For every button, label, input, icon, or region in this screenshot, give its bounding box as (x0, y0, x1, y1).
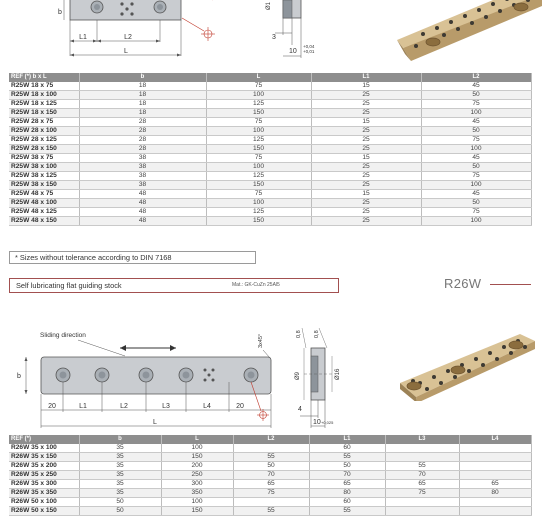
column-header: L1 (311, 73, 421, 82)
table-row (9, 91, 531, 100)
ref-cell: R25W 48 x 125 (9, 208, 79, 217)
ref-cell: R26W 35 x 150 (9, 453, 79, 462)
value-cell: 150 (161, 453, 233, 462)
bottom-technical-drawing (0, 318, 390, 432)
value-cell: 55 (233, 507, 309, 516)
value-cell: 150 (206, 145, 311, 154)
value-cell: 80 (309, 489, 385, 498)
value-cell (459, 507, 531, 516)
value-cell: 25 (311, 136, 421, 145)
value-cell (459, 453, 531, 462)
value-cell: 15 (311, 82, 421, 91)
value-cell: 18 (79, 91, 206, 100)
table-row (9, 100, 531, 109)
value-cell: 45 (421, 154, 531, 163)
column-header: L4 (459, 435, 531, 444)
value-cell: 50 (421, 127, 531, 136)
value-cell: 70 (385, 471, 459, 480)
column-header: L3 (385, 435, 459, 444)
value-cell: 55 (233, 453, 309, 462)
value-cell: 38 (79, 163, 206, 172)
value-cell: 125 (206, 100, 311, 109)
value-cell: 25 (311, 145, 421, 154)
screw-hole-icon (407, 382, 421, 390)
value-cell: 70 (233, 471, 309, 480)
value-cell: 18 (79, 82, 206, 91)
value-cell: 35 (79, 489, 161, 498)
value-cell: 25 (311, 163, 421, 172)
ref-cell: R25W 48 x 150 (9, 217, 79, 226)
value-cell: 50 (309, 462, 385, 471)
value-cell: 35 (79, 462, 161, 471)
value-cell: 75 (206, 118, 311, 127)
r26w-dimension-table (9, 435, 532, 516)
value-cell: 25 (311, 172, 421, 181)
tol-10-bot: +0,01 (303, 49, 315, 54)
value-cell: 55 (385, 462, 459, 471)
ref-cell: R25W 28 x 150 (9, 145, 79, 154)
value-cell: 80 (459, 489, 531, 498)
table-row (9, 480, 531, 489)
value-cell: 28 (79, 127, 206, 136)
table-row (9, 82, 531, 91)
value-cell: 100 (421, 145, 531, 154)
ref-cell: R25W 38 x 150 (9, 181, 79, 190)
column-header: b (79, 73, 206, 82)
table-row (9, 471, 531, 480)
value-cell: 60 (309, 498, 385, 507)
value-cell: 100 (206, 163, 311, 172)
value-cell: 70 (309, 471, 385, 480)
value-cell: 55 (309, 507, 385, 516)
value-cell: 75 (421, 172, 531, 181)
ref-cell: R26W 35 x 100 (9, 444, 79, 453)
dim-l3: L3 (162, 403, 170, 410)
value-cell: 75 (206, 154, 311, 163)
column-header: REF (*) b x L (9, 73, 79, 82)
value-cell: 50 (421, 163, 531, 172)
ref-cell: R26W 50 x 150 (9, 507, 79, 516)
tolerance-note: * Sizes without tolerance according to DIN 7168 (9, 251, 256, 264)
column-header: L2 (233, 435, 309, 444)
ref-cell: R25W 48 x 75 (9, 190, 79, 199)
ref-cell: R25W 48 x 100 (9, 199, 79, 208)
value-cell: 18 (79, 109, 206, 118)
dim-l2: L2 (120, 403, 128, 410)
value-cell (459, 444, 531, 453)
dim-l4: L4 (203, 403, 211, 410)
value-cell: 50 (79, 498, 161, 507)
value-cell: 100 (206, 127, 311, 136)
value-cell: 50 (233, 462, 309, 471)
table-row (9, 208, 531, 217)
series-rule (490, 284, 531, 285)
ref-cell: R26W 35 x 200 (9, 462, 79, 471)
value-cell (385, 444, 459, 453)
value-cell (459, 462, 531, 471)
dim-b: b (17, 373, 21, 380)
value-cell: 25 (311, 181, 421, 190)
dim-d-side: Ø1 (266, 1, 272, 10)
table-row (9, 172, 531, 181)
series-code: R26W (444, 276, 482, 291)
table-row (9, 199, 531, 208)
sliding-direction-label: Sliding direction (40, 332, 86, 339)
value-cell: 35 (79, 471, 161, 480)
value-cell: 65 (309, 480, 385, 489)
dim-10: 10 (289, 48, 297, 55)
value-cell: 25 (311, 100, 421, 109)
value-cell: 48 (79, 208, 206, 217)
table-row (9, 109, 531, 118)
dim-l2: L2 (124, 34, 132, 41)
section-title: Self lubricating flat guiding stock (16, 281, 122, 290)
value-cell: 15 (311, 190, 421, 199)
value-cell (233, 498, 309, 507)
value-cell: 100 (161, 444, 233, 453)
table-row (9, 453, 531, 462)
value-cell: 150 (206, 217, 311, 226)
value-cell: 55 (309, 453, 385, 462)
value-cell: 28 (79, 118, 206, 127)
value-cell: 28 (79, 145, 206, 154)
top-product-photo (393, 0, 542, 62)
value-cell: 48 (79, 217, 206, 226)
dim-l1: L1 (79, 34, 87, 41)
value-cell (385, 453, 459, 462)
value-cell: 38 (79, 172, 206, 181)
table-row (9, 154, 531, 163)
value-cell: 25 (311, 217, 421, 226)
table-row (9, 136, 531, 145)
dim-20-right: 20 (236, 403, 244, 410)
value-cell: 15 (311, 118, 421, 127)
value-cell (459, 498, 531, 507)
value-cell: 100 (206, 199, 311, 208)
ref-cell: R25W 38 x 75 (9, 154, 79, 163)
value-cell: 75 (385, 489, 459, 498)
column-header: b (79, 435, 161, 444)
value-cell: 45 (421, 82, 531, 91)
table-row (9, 489, 531, 498)
tol-10: +0,025 (321, 420, 334, 425)
plate-side-view (275, 0, 322, 58)
value-cell: 25 (311, 208, 421, 217)
value-cell: 50 (421, 91, 531, 100)
value-cell: 45 (421, 190, 531, 199)
ref-cell: R26W 35 x 300 (9, 480, 79, 489)
plate-front-view (70, 0, 181, 20)
value-cell: 50 (79, 507, 161, 516)
center-mark-icon (182, 18, 215, 41)
table-row (9, 444, 531, 453)
table-row (9, 190, 531, 199)
value-cell: 38 (79, 154, 206, 163)
ref-cell: R26W 35 x 350 (9, 489, 79, 498)
value-cell: 150 (161, 507, 233, 516)
column-header: L (206, 73, 311, 82)
dim-016: Ø16 (335, 368, 341, 380)
dim-4: 4 (298, 406, 302, 413)
value-cell: 150 (206, 109, 311, 118)
table-row (9, 217, 531, 226)
r25w-dimension-table (9, 73, 532, 226)
value-cell: 65 (385, 480, 459, 489)
value-cell (459, 471, 531, 480)
value-cell: 35 (79, 453, 161, 462)
value-cell: 100 (161, 498, 233, 507)
value-cell: 25 (311, 199, 421, 208)
section-banner (9, 278, 339, 293)
value-cell: 18 (79, 100, 206, 109)
tol-10-top: +0,04 (303, 44, 315, 49)
table-row (9, 507, 531, 516)
value-cell: 100 (421, 217, 531, 226)
dim-09: Ø9 (295, 371, 301, 380)
value-cell: 35 (79, 444, 161, 453)
value-cell: 75 (206, 190, 311, 199)
dim-20-left: 20 (48, 403, 56, 410)
ref-cell: R25W 28 x 125 (9, 136, 79, 145)
value-cell: 300 (161, 480, 233, 489)
value-cell: 45 (421, 118, 531, 127)
plate-front-view (41, 357, 271, 394)
table-row (9, 181, 531, 190)
dim-b: b (58, 9, 62, 16)
table-row (9, 145, 531, 154)
value-cell: 65 (233, 480, 309, 489)
column-header: L (161, 435, 233, 444)
ref-cell: R25W 28 x 75 (9, 118, 79, 127)
value-cell: 25 (311, 127, 421, 136)
column-header: L1 (309, 435, 385, 444)
value-cell: 25 (311, 91, 421, 100)
value-cell: 100 (421, 109, 531, 118)
chamfer-label: 3x45° (258, 333, 264, 348)
screw-hole-icon (426, 38, 440, 46)
ref-cell: R25W 18 x 100 (9, 91, 79, 100)
dim-10: 10 (313, 419, 321, 426)
value-cell: 200 (161, 462, 233, 471)
dim-l1: L1 (79, 403, 87, 410)
value-cell: 15 (311, 154, 421, 163)
ref-cell: R25W 18 x 75 (9, 82, 79, 91)
dim-l: L (153, 419, 157, 426)
value-cell (385, 507, 459, 516)
value-cell: 38 (79, 181, 206, 190)
dim-08b: 0,8 (314, 330, 320, 338)
value-cell: 60 (309, 444, 385, 453)
value-cell: 150 (206, 181, 311, 190)
table-row (9, 163, 531, 172)
value-cell: 75 (421, 100, 531, 109)
bottom-product-photo (392, 331, 538, 401)
value-cell: 48 (79, 199, 206, 208)
value-cell: 100 (421, 181, 531, 190)
value-cell: 125 (206, 136, 311, 145)
value-cell: 100 (206, 91, 311, 100)
table-row (9, 462, 531, 471)
value-cell (233, 444, 309, 453)
value-cell: 75 (233, 489, 309, 498)
value-cell: 125 (206, 208, 311, 217)
value-cell: 250 (161, 471, 233, 480)
table-row (9, 127, 531, 136)
ref-cell: R25W 18 x 125 (9, 100, 79, 109)
value-cell: 28 (79, 136, 206, 145)
value-cell: 25 (311, 109, 421, 118)
plate-side-view (300, 328, 332, 428)
ref-cell: R25W 18 x 150 (9, 109, 79, 118)
value-cell: 350 (161, 489, 233, 498)
dim-l: L (124, 48, 128, 55)
dim-08a: 0,8 (296, 330, 302, 338)
value-cell: 75 (206, 82, 311, 91)
table-row (9, 498, 531, 507)
value-cell: 75 (421, 136, 531, 145)
ref-cell: R25W 38 x 125 (9, 172, 79, 181)
value-cell: 125 (206, 172, 311, 181)
value-cell: 65 (459, 480, 531, 489)
value-cell: 35 (79, 480, 161, 489)
value-cell: 75 (421, 208, 531, 217)
ref-cell: R26W 35 x 250 (9, 471, 79, 480)
column-header: REF (*) (9, 435, 79, 444)
value-cell: 48 (79, 190, 206, 199)
ref-cell: R25W 38 x 100 (9, 163, 79, 172)
material-label: Mat.: GK-CuZn 25Al5 (232, 282, 280, 288)
value-cell (385, 498, 459, 507)
table-row (9, 118, 531, 127)
ref-cell: R25W 28 x 100 (9, 127, 79, 136)
sliding-direction-arrow-icon (120, 345, 176, 351)
dim-3: 3 (272, 34, 276, 41)
column-header: L2 (421, 73, 531, 82)
ref-cell: R26W 50 x 100 (9, 498, 79, 507)
value-cell: 50 (421, 199, 531, 208)
